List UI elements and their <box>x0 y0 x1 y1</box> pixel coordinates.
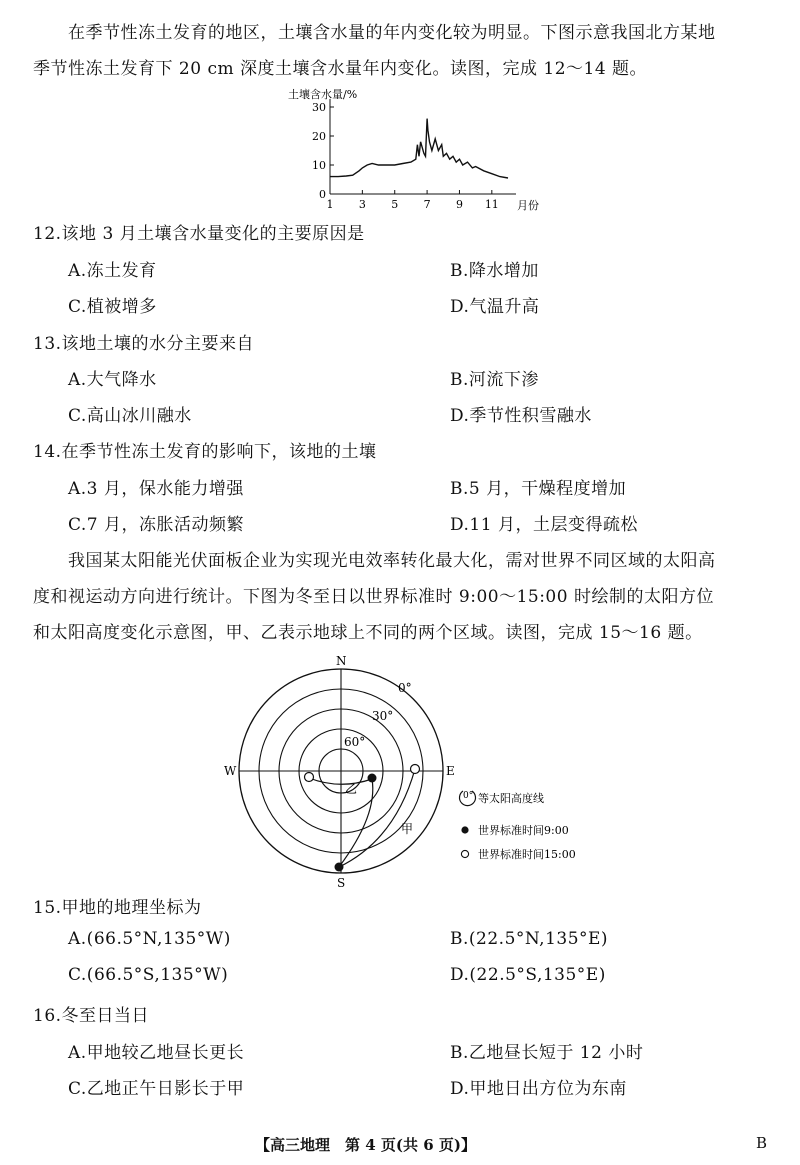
q14-option-d[interactable]: D.11 月，土层变得疏松 <box>450 515 638 535</box>
q13-option-c[interactable]: C.高山冰川融水 <box>68 406 192 426</box>
x-tick-label: 9 <box>455 198 463 211</box>
x-tick-label: 7 <box>423 198 431 211</box>
y-axis-label: 土壤含水量/% <box>288 88 358 101</box>
open-legend-marker <box>461 850 468 857</box>
contour-legend-label: 等太阳高度线 <box>478 792 544 805</box>
altitude-label-0: 0° <box>398 681 412 695</box>
altitude-label-60: 60° <box>344 735 366 749</box>
q12-option-c[interactable]: C.植被增多 <box>68 297 157 317</box>
jia-9h-marker <box>335 863 344 872</box>
q13-option-b[interactable]: B.河流下渗 <box>450 370 539 390</box>
y-tick-label: 30 <box>312 101 326 114</box>
q12-option-b[interactable]: B.降水增加 <box>450 261 539 281</box>
q15-option-a[interactable]: A.(66.5°N,135°W) <box>68 929 231 949</box>
paper-version: B <box>756 1134 768 1152</box>
q13-option-a[interactable]: A.大气降水 <box>68 370 157 390</box>
x-tick-label: 3 <box>358 198 366 211</box>
y-tick-label: 20 <box>312 130 326 143</box>
passage2-line2: 度和视运动方向进行统计。下图为冬至日以世界标准时 9:00～15:00 时绘制的太阳方位 <box>33 587 714 607</box>
filled-legend-marker <box>461 826 468 833</box>
q12-option-a[interactable]: A.冻土发育 <box>68 261 157 281</box>
soil-moisture-chart <box>270 82 560 212</box>
q12-option-d[interactable]: D.气温升高 <box>450 297 540 317</box>
y-tick-label: 0 <box>319 188 326 201</box>
q16-stem: 16.冬至日当日 <box>33 1006 150 1026</box>
altitude-label-30: 30° <box>372 709 394 723</box>
passage1-line2: 季节性冻土发育下 20 cm 深度土壤含水量年内变化。读图，完成 12～14 题。 <box>33 59 648 79</box>
yi-9h-marker <box>368 774 377 783</box>
east-label: E <box>446 764 455 778</box>
series-line <box>330 119 508 178</box>
q14-option-a[interactable]: A.3 月，保水能力增强 <box>68 479 244 499</box>
contour-legend-degree: 0° <box>463 791 474 801</box>
q15-option-c[interactable]: C.(66.5°S,135°W) <box>68 965 229 985</box>
passage2-line3: 和太阳高度变化示意图，甲、乙表示地球上不同的两个区域。读图，完成 15～16 题。 <box>33 623 703 643</box>
y-tick-label: 10 <box>312 159 326 172</box>
q15-option-b[interactable]: B.(22.5°N,135°E) <box>450 929 609 949</box>
passage2-line1: 我国某太阳能光伏面板企业为实现光电效率转化最大化，需对世界不同区域的太阳高 <box>68 551 716 571</box>
chart-axes <box>330 99 516 194</box>
q15-stem: 15.甲地的地理坐标为 <box>33 898 202 918</box>
filled-legend-label: 世界标准时间9:00 <box>478 824 569 837</box>
passage1-line1: 在季节性冻土发育的地区，土壤含水量的年内变化较为明显。下图示意我国北方某地 <box>68 23 716 43</box>
yi-label: 乙 <box>345 782 358 796</box>
page-footer: 【高三地理 第 4 页(共 6 页)】 <box>255 1136 476 1154</box>
x-axis-label: 月份 <box>517 199 539 212</box>
q13-stem: 13.该地土壤的水分主要来自 <box>33 334 255 354</box>
x-tick-label: 11 <box>484 198 499 211</box>
q16-option-b[interactable]: B.乙地昼长短于 12 小时 <box>450 1043 644 1063</box>
q12-stem: 12.该地 3 月土壤含水量变化的主要原因是 <box>33 224 365 244</box>
west-label: W <box>224 764 237 778</box>
x-tick-label: 5 <box>391 198 399 211</box>
q15-option-d[interactable]: D.(22.5°S,135°E) <box>450 965 606 985</box>
open-legend-label: 世界标准时间15:00 <box>478 848 576 861</box>
sun-path-diagram <box>210 650 610 890</box>
q16-option-d[interactable]: D.甲地日出方位为东南 <box>450 1079 627 1099</box>
q13-option-d[interactable]: D.季节性积雪融水 <box>450 406 592 426</box>
q14-option-b[interactable]: B.5 月，干燥程度增加 <box>450 479 627 499</box>
x-ticks <box>327 190 499 211</box>
jia-15h-marker <box>411 765 420 774</box>
x-tick-label: 1 <box>326 198 334 211</box>
y-ticks <box>312 101 334 201</box>
north-label: N <box>336 654 347 668</box>
q16-option-c[interactable]: C.乙地正午日影长于甲 <box>68 1079 245 1099</box>
yi-15h-marker <box>305 773 314 782</box>
q16-option-a[interactable]: A.甲地较乙地昼长更长 <box>68 1043 245 1063</box>
jia-label: 甲 <box>401 822 414 836</box>
q14-option-c[interactable]: C.7 月，冻胀活动频繁 <box>68 515 245 535</box>
q14-stem: 14.在季节性冻土发育的影响下，该地的土壤 <box>33 442 377 462</box>
south-label: S <box>337 876 346 890</box>
